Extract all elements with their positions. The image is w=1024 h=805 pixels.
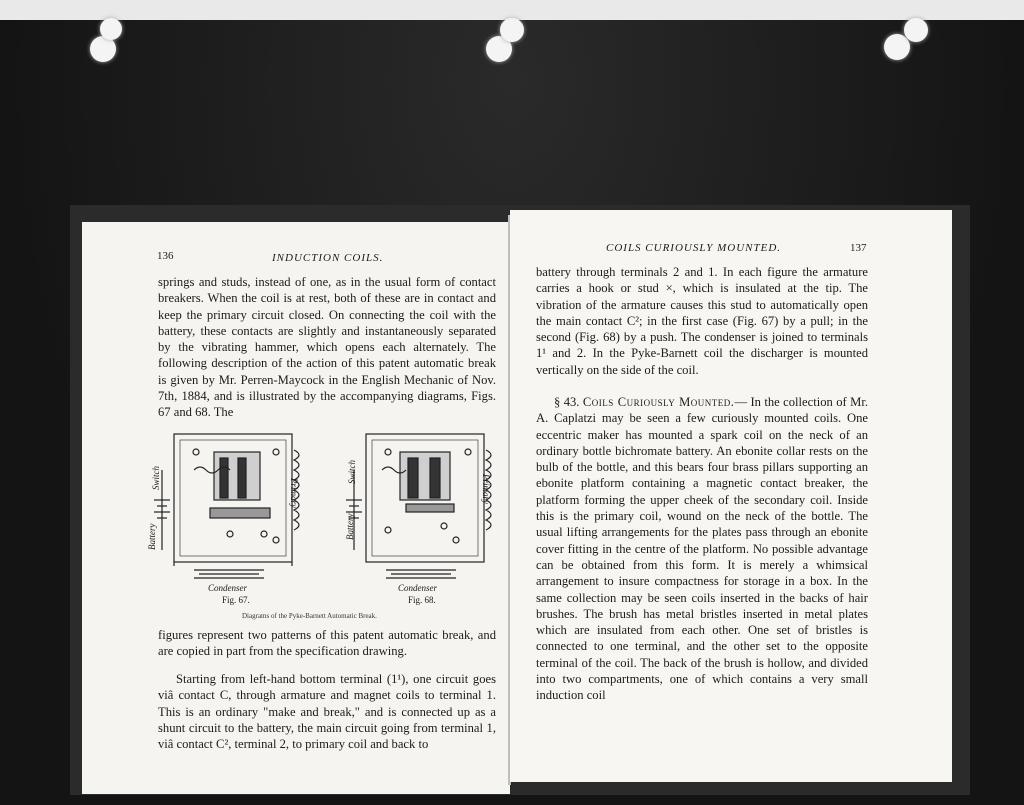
left-page xyxy=(82,222,510,794)
figure-caption: Diagrams of the Pyke-Barnett Automatic Break. xyxy=(242,612,377,620)
punch-hole xyxy=(500,18,524,42)
page-number: 136 xyxy=(157,250,174,262)
section-number: § 43. xyxy=(554,395,580,409)
body-text xyxy=(536,394,868,704)
label-condenser: Condenser xyxy=(398,583,437,593)
page-number: 137 xyxy=(850,242,867,254)
label-primary: Primary xyxy=(289,478,299,508)
paragraph xyxy=(536,264,868,378)
fig-67-diagram xyxy=(154,434,299,578)
label-switch: Switch xyxy=(347,460,357,484)
fig-68-label: Fig. 68. xyxy=(408,595,436,605)
label-primary: Primary xyxy=(481,474,491,504)
body-text: battery through terminals 2 and 1. In each figure the armature carries a hook or stud ×, which is insulated at the tip. The vibration of the armature causes this stud to automatically open the main contact C²; in the first case (Fig. 67) by a pull; in the second (Fig. 68) by a push. The condenser is joined to terminals 1¹ and 2. In the Pyke-Barnett coil the discharger is mounted vertically on the side of the coil. xyxy=(536,265,868,377)
punch-hole xyxy=(100,18,122,40)
body-text: Starting from left-hand bottom terminal (1¹), one circuit goes viâ contact C, through armature and magnet coils to terminal 1. This is an ordinary "make and break," and is connected up as a shunt circuit to the battery, the main circuit going from terminal 1, viâ contact C², terminal 2, to primary coil and back to xyxy=(158,672,496,752)
paragraph xyxy=(536,394,868,704)
label-condenser: Condenser xyxy=(208,583,247,593)
right-page xyxy=(510,210,952,782)
body-text: springs and studs, instead of one, as in the usual form of contact breakers. When the coil is at rest, both of these are in contact and keep the primary circuit closed. On connecting the coil with the battery, these contacts are slightly and instantaneously separated by the vibrating hammer, which opens each alternately. The following description of the action of this patent automatic break is given by Mr. Perren-Maycock in the English Mechanic of Nov. 7th, 1884, and is illustrated by the accompanying diagrams, Figs. 67 and 68. The xyxy=(158,275,496,420)
paragraph xyxy=(158,274,496,421)
running-head: INDUCTION COILS. xyxy=(272,252,384,264)
body-text: figures represent two patterns of this patent automatic break, and are copied in part from the specification drawing. xyxy=(158,628,496,659)
paragraph xyxy=(158,671,496,752)
circuit-diagram-svg xyxy=(144,430,502,620)
section-text: — In the collection of Mr. A. Caplatzi may be seen a few curiously mounted coils. One eccentric maker has mounted a spark coil on the neck of an ordinary bottle bichromate battery. An ebonite collar rests on the bulb of the bottle, and this bears four brass pillars supporting an ebonite platform containing a magnetic contact breaker, the platform forming the upper cheek of the secondary coil. Inside this is the primary coil, wound on the neck of the bottle. The usual lifting arrangements for the plates pass through an ebonite cover fitting in the centre of the platform. No possible advantage can be obtained from this form. It is merely a whimsical arrangement to insure compactness for storage in a box. In the same collection may be seen coils inserted in the backs of hair brushes. The brush has metal bristles inserted in metal plates which are insulated from each other. One set of bristles is connected to one terminal, and the other set to the opposite terminal of the coil. The back of the brush is hollow, and divided into two compartments, one of which contains a very small induction coil xyxy=(536,395,868,703)
punch-hole xyxy=(904,18,928,42)
label-battery: Battery xyxy=(147,523,157,550)
scan-top-edge xyxy=(0,0,1024,20)
running-head: COILS CURIOUSLY MOUNTED. xyxy=(606,242,782,254)
fig-67-label: Fig. 67. xyxy=(222,595,250,605)
fig-68-diagram xyxy=(346,434,491,578)
section-title: Coils Curiously Mounted. xyxy=(582,395,735,409)
label-switch: Switch xyxy=(151,466,161,490)
label-battery: Battery xyxy=(345,513,355,540)
figure-diagrams xyxy=(144,430,502,620)
paragraph xyxy=(158,627,496,660)
